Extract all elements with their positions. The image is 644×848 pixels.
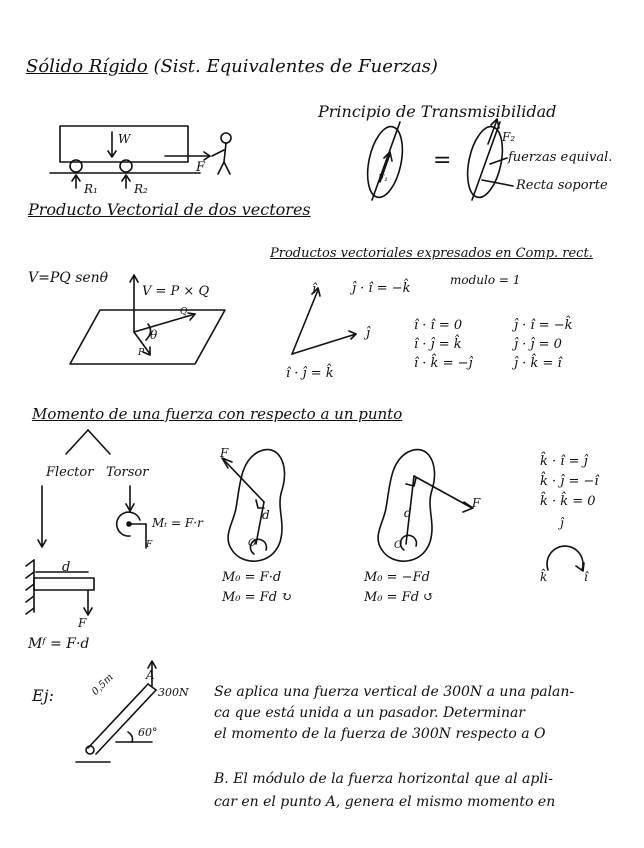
truck-r1-label: R₁ <box>84 182 98 196</box>
transmisibilidad-title: Principio de Transmisibilidad <box>318 102 557 121</box>
rect-row-5: ĵ · ĵ = 0 <box>514 337 562 352</box>
ij-axes-diagram <box>288 282 371 358</box>
middle-body-d-label: d <box>404 506 412 520</box>
left-body-o-label: O <box>248 538 257 549</box>
i-axis-label: î <box>312 282 317 297</box>
transmisibilidad-f1: F₁ <box>378 174 388 184</box>
flector-f-label: F <box>78 616 87 630</box>
page-title <box>26 56 438 77</box>
truck-f-label: F <box>196 160 206 175</box>
lever-length-label: 0,5m <box>90 672 116 698</box>
p-label: P <box>138 348 145 358</box>
title-main: Sólido Rígido <box>26 56 148 77</box>
lever-diagram <box>70 664 190 764</box>
ejemplo-b-line-1: B. El módulo de la fuerza horizontal que al apli- <box>214 771 554 787</box>
lever-a-label: A <box>146 668 155 682</box>
ejemplo-line-2: ca que está unida a un pasador. Determinar <box>214 705 526 721</box>
mt-formula: Mₜ = F·r <box>152 516 203 530</box>
recta-soporte-label: Recta soporte <box>516 178 608 193</box>
modulo-label: modulo = 1 <box>450 273 521 287</box>
middle-body-f-label: F <box>472 496 481 510</box>
flector-diagram <box>22 484 122 624</box>
k-products <box>540 452 599 512</box>
counterclockwise-rotation-icon: ↺ <box>423 590 435 605</box>
v-formula: V=PQ senθ <box>28 270 109 286</box>
truck-r2-label: R₂ <box>134 182 148 196</box>
producto-vectorial-heading: Producto Vectorial de dos vectores <box>28 200 311 219</box>
mid-m1: M₀ = −Fd <box>364 570 430 585</box>
torsor-f-label: F <box>146 540 153 550</box>
truck-w-label: W <box>118 132 131 146</box>
productos-rect-heading: Productos vectoriales expresados en Comp. rect. <box>270 246 593 261</box>
flector-label: Flector <box>46 465 94 480</box>
rect-row-1: î · î = 0 <box>414 318 463 333</box>
ejemplo-statement <box>214 682 574 745</box>
left-body-f-label: F <box>220 446 229 460</box>
mid-m2 <box>364 588 434 608</box>
rect-products-col1 <box>414 316 473 373</box>
left-m-formulas <box>222 568 292 608</box>
left-m1: M₀ = F·d <box>222 570 282 585</box>
lever-force-label: 300N <box>158 686 189 699</box>
rect-products-col2 <box>514 316 573 373</box>
clockwise-rotation-icon: ↻ <box>281 590 293 605</box>
j-axis-label: ĵ <box>366 326 371 341</box>
ejemplo-label: Ej: <box>32 686 55 705</box>
fuerzas-equivalentes-label: fuerzas equival. <box>508 150 613 165</box>
left-m2 <box>222 588 292 608</box>
flector-d-label: d <box>62 560 71 575</box>
cross-product-diagram <box>70 272 240 372</box>
transmisibilidad-diagram <box>360 124 640 208</box>
momento-heading: Momento de una fuerza con respecto a un punto <box>32 405 403 423</box>
transmisibilidad-f2: F₂ <box>502 130 516 144</box>
left-body-diagram <box>206 446 296 568</box>
left-m2-text: M₀ = Fd <box>222 590 278 605</box>
q-label: Q <box>180 307 188 317</box>
lever-angle-label: 60° <box>138 726 158 739</box>
k-row-1: k̂ · î = ĵ <box>540 454 588 469</box>
theta-label: θ <box>150 328 158 342</box>
mf-formula: Mᶠ = F·d <box>28 636 90 652</box>
circle-i-label: î <box>584 570 588 584</box>
rect-row-3: î · k̂ = −ĵ <box>414 356 473 371</box>
ejemplo-line-3: el momento de la fuerza de 300N respecto a O <box>214 726 546 742</box>
ejemplo-part-b <box>214 768 555 814</box>
ejemplo-b-line-2: car en el punto A, genera el mismo momento en <box>214 794 556 810</box>
circle-k-label: k̂ <box>540 570 548 584</box>
transmisibilidad-equals: = <box>433 148 452 173</box>
rect-row-2: î · ĵ = k̂ <box>414 337 462 352</box>
left-body-d-label: d <box>262 508 270 522</box>
middle-m-formulas <box>364 568 434 608</box>
middle-body-o-label: O <box>394 540 403 551</box>
ejemplo-line-1: Se aplica una fuerza vertical de 300N a una palan- <box>214 684 575 700</box>
rect-row-4: ĵ · î = −k̂ <box>514 318 573 333</box>
k-row-2: k̂ · ĵ = −î <box>540 474 599 489</box>
v-cross-formula: V = P × Q <box>142 284 210 299</box>
k-row-3: k̂ · k̂ = 0 <box>540 494 596 509</box>
torsor-label: Torsor <box>106 465 149 480</box>
circle-j-label: ĵ <box>560 516 564 530</box>
jxi-formula: ĵ · î = −k̂ <box>352 281 411 296</box>
ixj-k-formula: î · ĵ = k̂ <box>286 366 334 381</box>
mid-m2-text: M₀ = Fd <box>364 590 420 605</box>
flector-torsor-tree <box>60 428 120 458</box>
title-paren: (Sist. Equivalentes de Fuerzas) <box>153 56 438 77</box>
rect-row-6: ĵ · k̂ = î <box>514 356 562 371</box>
